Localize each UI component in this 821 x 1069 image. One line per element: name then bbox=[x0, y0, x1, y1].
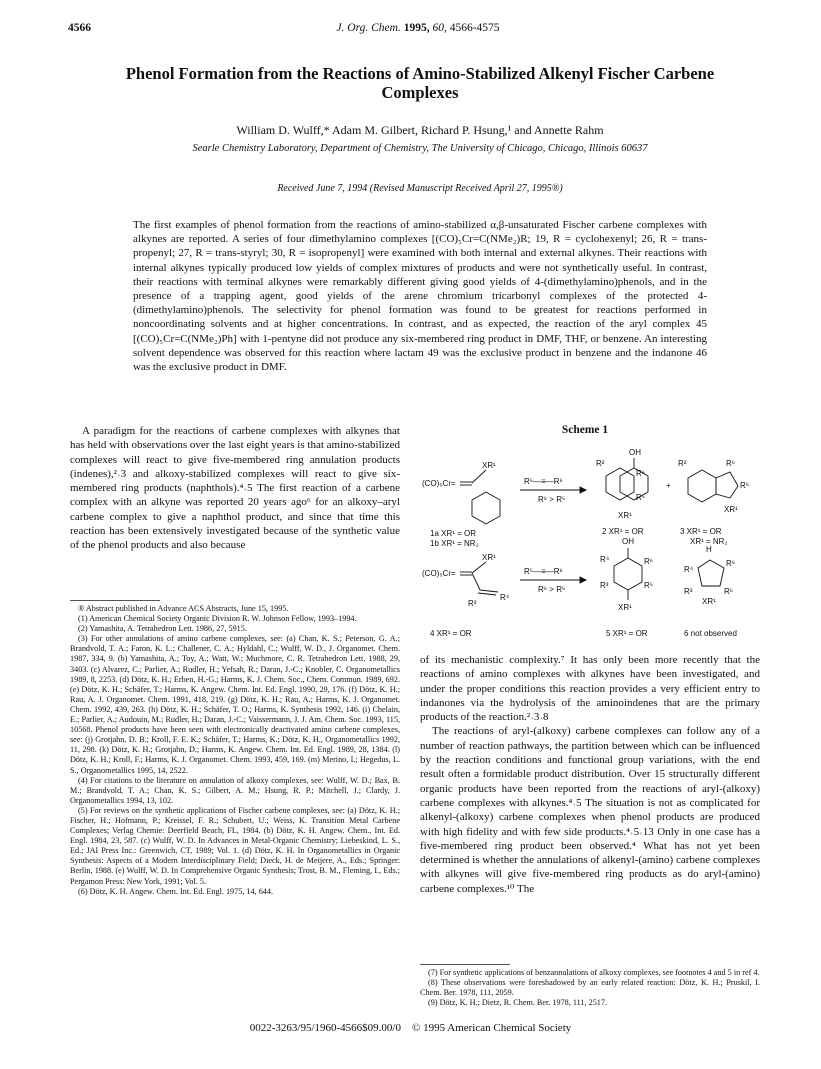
scheme-label: R⁴ bbox=[500, 593, 510, 602]
article-title: Phenol Formation from the Reactions of Amino-Stabilized Alkenyl Fischer Carbene Complexes bbox=[125, 64, 715, 102]
page-number: 4566 bbox=[68, 22, 91, 34]
footnotes-right bbox=[420, 968, 760, 1008]
journal-citation bbox=[68, 22, 768, 34]
scheme-label: R⁴ bbox=[684, 565, 694, 574]
scheme-label: + bbox=[666, 481, 671, 490]
running-head bbox=[68, 22, 768, 38]
bond-line bbox=[480, 590, 498, 592]
scheme-label: XR¹ bbox=[702, 597, 716, 606]
scheme-label: H bbox=[706, 545, 712, 554]
footnote: (4) For citations to the literature on annulation of alkoxy complexes, see: Wulff, W. D.; Bax, B. M.; Brandvold, T. A.; Chan, K. S.; Gilbert, A. M.; Hsung, R. P.; Mitchell, J.; Clardy, J. Organometallics 1994, 13, 102. bbox=[70, 775, 400, 805]
footnote: (3) For other annulations of amino carbene complexes, see: (a) Chan, K. S.; Peterson, G. A.; Brandvold, T. A.; Faron, K. L.; Challener, C. A.; Hyldahl, C.; Wulff, W. D., J. Organomet. Chem. 1987, 334, 9. (b) Yamashita, A.; Toy, A.; Watt, W.; Muchmore, C. R. Tetrahedron Lett. 1988, 29, 3403. (c) Alvarez, C.; Parlier, A.; Rudler, H.; Yefsah, R.; Daran, J.-C.; Knobler, C. Organometallics 1989, 8, 2253. (d) Dötz, K. H.; Erben, H.-G.; Harms, K. J. Chem. Soc., Chem. Commun. 1989, 692. (e) Dötz, K. H.; Schäfer, T.; Harms, K. Angew. Chem. Int. Ed. Engl. 1990, 29, 176. (f) Dötz, K. H.; Rau, A. J. Organomet. Chem. 1991, 418, 219. (g) Dötz, K. H.; Rau, A.; Harms, K. J. Organomet. Chem. 1992, 439, 263. (h) Dötz, K. H.; Schäfer, T. O.; Harms, K. Synthesis 1992, 146. (i) Chelain, E.; Parlier, A.; Audouin, M.; Rudler, H.; Daran, J.-C.; Vaissermann, J. J. Am. Chem. Soc. 1993, 115, 10568. Phenol products have been seen with electronically deactivated amino carbene complexes, see: (j) Grotjahn, D. B.; Kroll, F. E. K.; Schäfer, T.; Harms, K.; Dötz, K. H., Organometallics 1992, 11, 298. (k) Dötz, K. H.; Grotjahn, D.; Harms, K. Angew. Chem. Int. Ed. Engl. 1989, 28, 1384. (l) Dötz, K. H.; Kroll, F.; Harms, K. J. Organomet. Chem. 1993, 459, 169. (m) Merino, I.; Hegedus, L. S., Organometallics 1995, 14, 2522. bbox=[70, 634, 400, 775]
body-paragraph-2: of its mechanistic complexity.⁷ It has only been more recently that the reactions of amino complexes with alkynes have been investigated, and under the proper conditions this reaction provides a very efficient entry to indanones via the hydrolysis of the aminoindenes that are the primary products of the reaction.²˒3˒8 bbox=[420, 654, 760, 724]
scheme-label: XR¹ bbox=[482, 553, 496, 562]
scheme-label: R⁶ > R⁵ bbox=[538, 585, 566, 594]
scheme-label: XR¹ bbox=[618, 603, 632, 612]
scheme-label: XR¹ = NR₂ bbox=[690, 537, 728, 546]
left-column bbox=[70, 424, 400, 553]
footnote: (7) For synthetic applications of benzannulations of alkoxy complexes, see footnotes 4 and 5 in ref 4. bbox=[428, 968, 760, 977]
footnote: (9) Dötz, K. H.; Dietz, R. Chem. Ber. 1978, 111, 2517. bbox=[428, 998, 608, 1008]
scheme-label: 2 XR¹ = OR bbox=[602, 527, 644, 536]
scheme-label: XR¹ bbox=[724, 505, 738, 514]
scheme-label: (CO)₅Cr= bbox=[422, 479, 456, 488]
copyright-notice: © 1995 American Chemical Society bbox=[411, 1022, 572, 1034]
scheme-label: 1b XR¹ = NR₂ bbox=[430, 539, 479, 548]
footnote: (8) These observations were foreshadowed by an early related reaction: Dötz, K. H.; Pruskil, I. Chem. Ber. 1978, 111, 2059. bbox=[420, 978, 760, 998]
scheme-label: R⁵ bbox=[740, 481, 750, 490]
scheme-label: R⁵—≡—R⁶ bbox=[524, 477, 563, 486]
footnote: (6) Dötz, K. H. Angew. Chem. Int. Ed. Engl. 1975, 14, 644. bbox=[78, 886, 274, 896]
scheme-label: R² bbox=[596, 459, 605, 468]
journal-year: 1995, bbox=[403, 22, 430, 34]
received-date: Received June 7, 1994 (Revised Manuscript Received April 27, 1995®) bbox=[277, 183, 563, 194]
scheme-label: R² bbox=[678, 459, 687, 468]
right-column bbox=[420, 653, 760, 896]
bond-line bbox=[472, 470, 486, 483]
indene-five-ring bbox=[716, 472, 738, 498]
scheme-label: OH bbox=[622, 537, 634, 546]
journal-name: J. Org. Chem. bbox=[336, 22, 401, 34]
author-list: William D. Wulff,* Adam M. Gilbert, Richard P. Hsung,¹ and Annette Rahm bbox=[236, 123, 604, 137]
footnotes-left bbox=[70, 604, 400, 897]
scheme-label: 5 XR¹ = OR bbox=[606, 629, 648, 638]
page-footer bbox=[0, 1022, 821, 1034]
scheme-label: R⁶ bbox=[644, 557, 654, 566]
indene-ring bbox=[688, 470, 716, 502]
scheme-drawing bbox=[420, 440, 760, 655]
reaction-scheme bbox=[420, 440, 760, 655]
bond-line bbox=[478, 593, 496, 595]
scheme-label: R³ bbox=[600, 581, 609, 590]
journal-volume: 60, bbox=[432, 22, 447, 34]
body-paragraph-3: The reactions of aryl-(alkoxy) carbene complexes can follow any of a number of reaction pathways, the partition between which can be influenced by the reaction conditions and functional group variations, with the end result often a formidable product distribution. Over 15 structurally different organic products have been reported from the reactions of aryl-(alkoxy) carbene complexes with alkynes.⁴˒5 The situation is not as complicated for alkenyl-(alkoxy) carbene complexes when phenol products are produced with high fidelity and with few side products.⁴˒5˒13 Only in one case has a five-membered ring product been observed.⁴ What has not yet been determined is whether the annulations of alkenyl-(amino) carbene complexes with alkynes will give five-membered ring products as do aryl-(amino) carbene complexes.¹⁰ The bbox=[420, 725, 760, 895]
scheme-title: Scheme 1 bbox=[561, 424, 609, 436]
scheme-label: XR¹ bbox=[618, 511, 632, 520]
scheme-label: R⁶ bbox=[726, 559, 736, 568]
scheme-label: R⁴ bbox=[600, 555, 610, 564]
footnote: ® Abstract published in Advance ACS Abstracts, June 15, 1995. bbox=[78, 604, 289, 613]
manuscript-code: 0022-3263/95/1960-4566$09.00/0 bbox=[249, 1022, 401, 1034]
footnote: (2) Yamashita, A. Tetrahedron Lett. 1986, 27, 5915. bbox=[78, 624, 247, 634]
scheme-label: XR¹ bbox=[482, 461, 496, 470]
cyclopentadiene-ring bbox=[698, 560, 724, 586]
scheme-label: R³ bbox=[468, 599, 477, 608]
bond-line bbox=[472, 573, 480, 590]
scheme-label: OH bbox=[629, 448, 641, 457]
scheme-label: R⁶ bbox=[636, 469, 646, 478]
footnote-divider bbox=[420, 964, 510, 965]
body-paragraph-1: A paradigm for the reactions of carbene complexes with alkynes that has held with observations over the last eight years is that amino-stabilized complexes will react to give five-membered ring annulation products (indenes),²˒3 and alkoxy-stabilized complexes will react to give six-membered ring products (naphthols).⁴˒5 The first reaction of a carbene complex with an alkyne was reported 20 years ago⁶ for an alkoxy–aryl carbene complex to give a naphthol product, and since that time this reaction has been extensively investigated because of the synthetic value of the phenol products and also because bbox=[70, 425, 400, 552]
scheme-label: R³ bbox=[684, 587, 693, 596]
footnote: (1) American Chemical Society Organic Division R. W. Johnson Fellow, 1993–1994. bbox=[78, 614, 357, 624]
journal-pages: 4566-4575 bbox=[449, 22, 500, 34]
scheme-label: 6 not observed bbox=[684, 629, 737, 638]
phenol-ring bbox=[614, 558, 642, 590]
bond-line bbox=[472, 562, 486, 573]
arrowhead bbox=[580, 487, 586, 493]
arrowhead bbox=[580, 577, 586, 583]
scheme-label: R⁵ bbox=[724, 587, 734, 596]
affiliation: Searle Chemistry Laboratory, Department of Chemistry, The University of Chicago, Chicago, Illinois 60637 bbox=[192, 143, 648, 154]
scheme-label: 4 XR¹ = OR bbox=[430, 629, 472, 638]
scheme-label: 3 XR¹ = OR bbox=[680, 527, 722, 536]
scheme-label: R⁵—≡—R⁶ bbox=[524, 567, 563, 576]
scheme-label: 1a XR¹ = OR bbox=[430, 529, 477, 538]
scheme-label: R⁵ bbox=[644, 581, 654, 590]
benzene-ring bbox=[472, 492, 500, 524]
footnote-divider bbox=[70, 600, 160, 601]
footnote: (5) For reviews on the synthetic applications of Fischer carbene complexes, see: (a) Dötz, K. H.; Fischer, H.; Hofmann, P.; Kreissel, F. R.; Schubert, U.; Weiss, K. Transition Metal Carbene Complexes; Verlag Chemie: Deerfield Beach, FL, 1984. (b) Dötz, K. H. Angew. Chem., Int. Ed. Engl. 1984, 23, 587. (c) Wulff, W. D. In Advances in Metal-Organic Chemistry; Liebeskind, L. S., Ed.; JAI Press Inc.: Greenwich, CT, 1989; Vol. 1. (d) Dötz, K. H. In Organometallics in Organic Synthesis: Aspects of a Modern Interdisciplinary Field; Dieck, H. de Meijere, A., Eds.; Springer: Berlin, 1988. (e) Wulff, W. D. In Comprehensive Organic Synthesis; Trost, B. M., Fleming, I., Eds.; Pergamon Press: New York, 1991; Vol. 5. bbox=[70, 805, 400, 886]
abstract: The first examples of phenol formation from the reactions of amino-stabilized α,β-unsaturated Fischer carbene complexes with alkynes are reported. A series of four dimethylamino complexes [(CO)₅Cr=C(NMe₂)R; 19, R = cyclohexenyl; 26, R = trans-propenyl; 27, R = trans-styryl; 30, R = isopropenyl] were examined with both internal and external alkynes. Their reactions with internal alkynes typically produced low yields of complex mixtures of products and were not synthetically useful. In contrast, their reactions with terminal alkynes were remarkably different giving good yields of 4-(dimethylamino)phenols, and in the presence of a trapping agent, good yields of the arene chromium tricarbonyl complexes of the protected 4-(dimethylamino)phenols. The selectivity for phenol formation was found to be greatest for reactions performed in noncoordinating solvents and at higher concentrations. In contrast, and as expected, the reaction of the aryl complex 45 [(CO)₅Cr=C(NMe₂)Ph] with 1-pentyne did not produce any six-membered ring product in DMF, THF, or benzene. An interesting solvent dependence was observed for this reaction where lactam 49 was the exclusive product in benzene and the indanone 46 was the exclusive product in DMF. bbox=[133, 219, 707, 374]
scheme-label: R⁵ bbox=[636, 493, 646, 502]
scheme-label: (CO)₅Cr= bbox=[422, 569, 456, 578]
scheme-label: R⁶ > R⁵ bbox=[538, 495, 566, 504]
scheme-label: R⁶ bbox=[726, 459, 736, 468]
